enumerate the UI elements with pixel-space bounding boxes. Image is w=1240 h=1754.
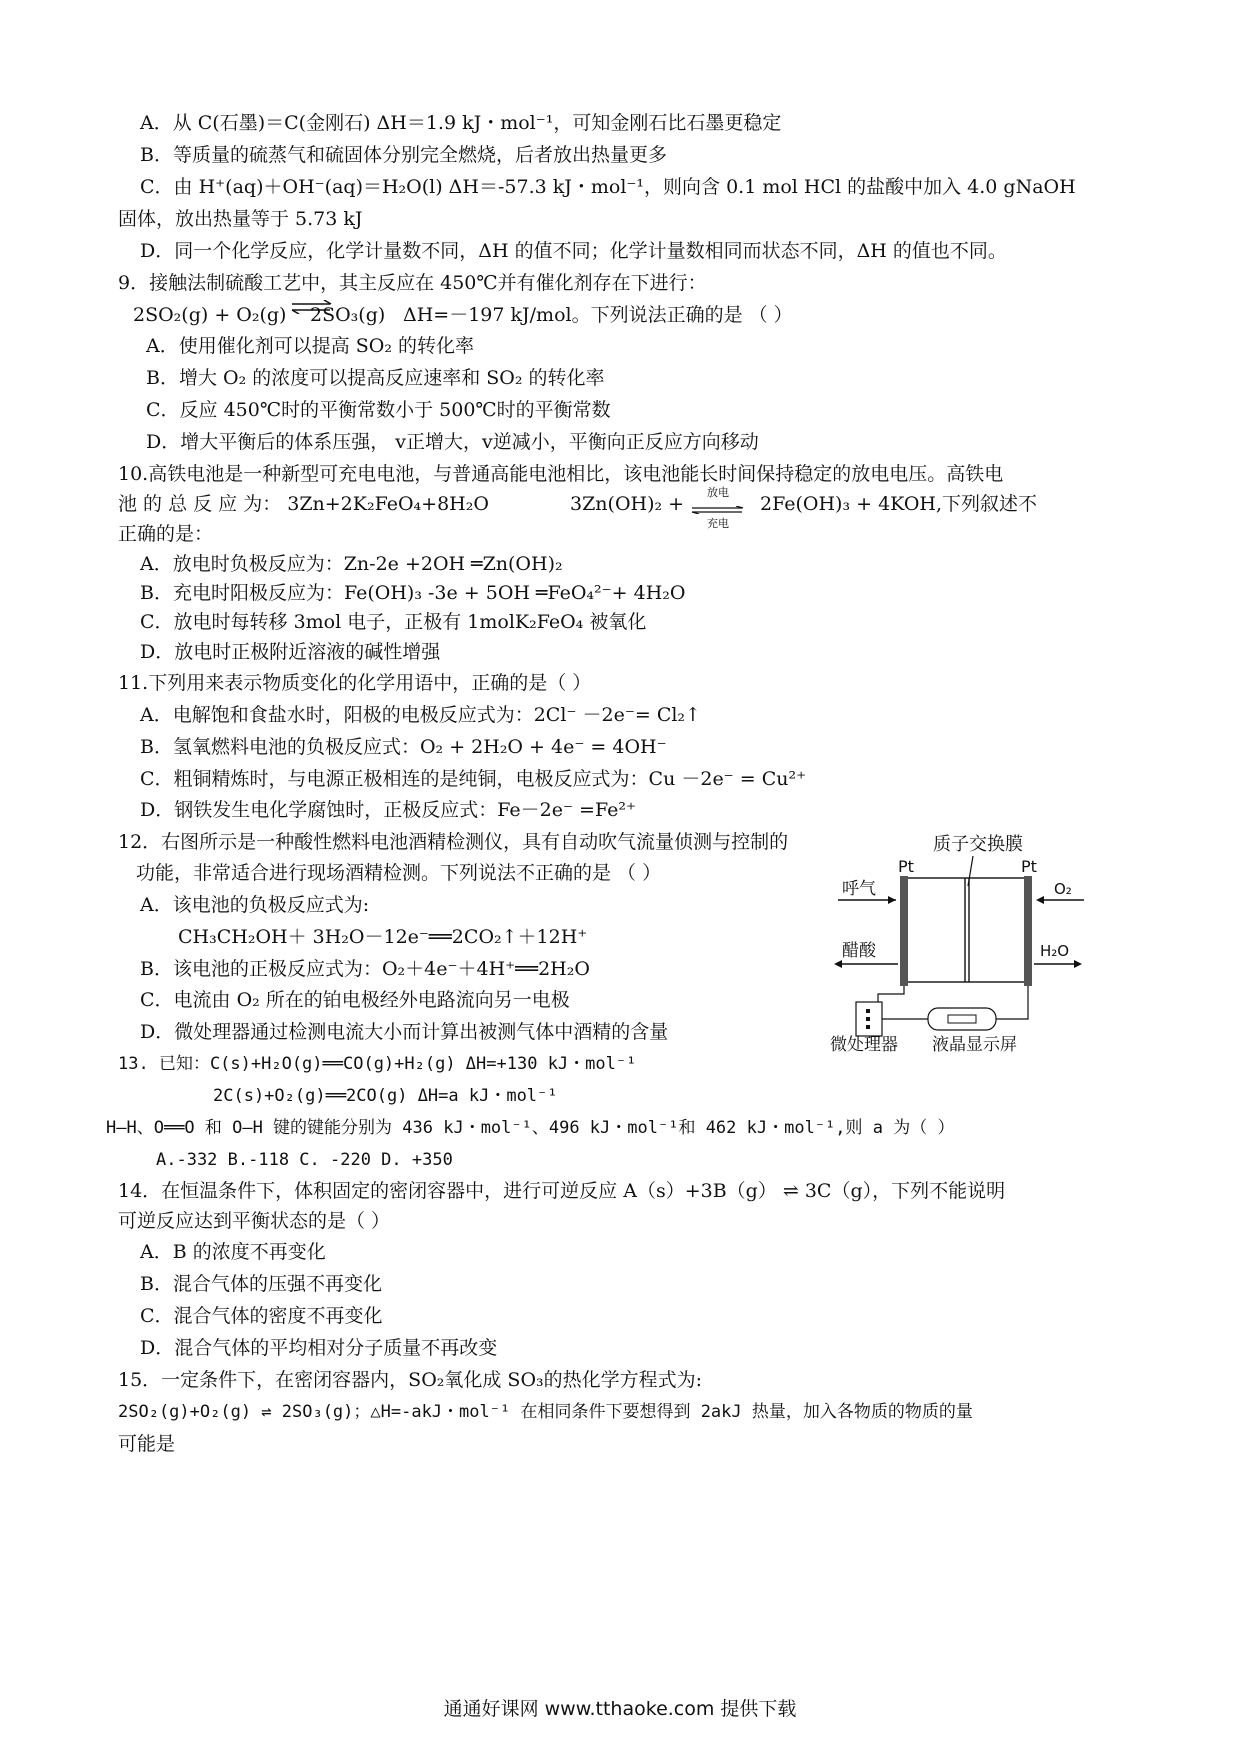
wire-left xyxy=(878,986,904,1002)
q8-option-a: A．从 C(石墨)＝C(金刚石) ΔH＝1.9 kJ・mol⁻¹，可知金刚石比石墨更稳定 xyxy=(140,112,782,134)
q12-option-d: D．微处理器通过检测电流大小而计算出被测气体中酒精的含量 xyxy=(140,1021,669,1043)
q13-line3: H—H、O══O 和 O—H 键的键能分别为 436 kJ・mol⁻¹、496 kJ・mol⁻¹和 462 kJ・mol⁻¹,则 a 为（ ） xyxy=(106,1118,955,1138)
label-acetic-acid: 醋酸 xyxy=(842,941,876,961)
arrow-label-charge: 充电 xyxy=(707,517,729,530)
q13-options: A.-332 B.-118 C. -220 D. +350 xyxy=(156,1150,453,1170)
q9-eq-right: 2SO₃(g) xyxy=(310,304,386,326)
q10-stem-line3: 正确的是： xyxy=(118,523,214,545)
q15-line3: 可能是 xyxy=(118,1433,176,1455)
processor-pin-1 xyxy=(866,1009,870,1013)
q12-option-b: B．该电池的正极反应式为：O₂＋4e⁻＋4H⁺══2H₂O xyxy=(140,958,590,980)
q9-option-d: D．增大平衡后的体系压强， v正增大，v逆减小，平衡向正反应方向移动 xyxy=(146,431,759,453)
q14-option-d: D．混合气体的平均相对分子质量不再改变 xyxy=(140,1337,498,1359)
q11-stem: 11.下列用来表示物质变化的化学用语中，正确的是（ ） xyxy=(118,672,592,694)
double-arrow-icon xyxy=(690,506,746,514)
q12-stem-line1: 12．右图所示是一种酸性燃料电池酒精检测仪，具有自动吹气流量侦测与控制的 xyxy=(118,831,789,853)
cell-body xyxy=(904,878,1028,982)
processor-pin-3 xyxy=(866,1025,870,1029)
q15-line2: 2SO₂(g)+O₂(g) ⇌ 2SO₃(g)；△H=-akJ・mol⁻¹ 在相同条件下要想得到 2akJ 热量，加入各物质的物质的量 xyxy=(118,1402,973,1422)
q13-line1: 13. 已知：C(s)+H₂O(g)══CO(g)+H₂(g) ΔH=+130 kJ・mol⁻¹ xyxy=(118,1054,637,1074)
label-h2o: H₂O xyxy=(1040,942,1070,960)
q12-option-a: A．该电池的负极反应式为: xyxy=(140,894,370,916)
q10-stem-line1: 10.高铁电池是一种新型可充电电池，与普通高能电池相比，该电池能长时间保持稳定的放电电压。高铁电 xyxy=(118,463,1004,485)
q10-option-d: D．放电时正极附近溶液的碱性增强 xyxy=(140,641,441,663)
processor-pin-2 xyxy=(866,1017,870,1021)
lcd-display-window xyxy=(948,1015,976,1023)
q8-option-c-line1: C．由 H⁺(aq)＋OH⁻(aq)＝H₂O(l) ΔH＝-57.3 kJ・mol⁻¹，则向含 0.1 mol HCl 的盐酸中加入 4.0 gNaOH xyxy=(140,176,1076,198)
q10-option-a: A．放电时负极反应为：Zn-2e +2OH ═Zn(OH)₂ xyxy=(140,553,563,575)
q12-option-a-equation: CH₃CH₂OH＋ 3H₂O－12e⁻══2CO₂↑＋12H⁺ xyxy=(178,926,588,948)
q11-option-c: C．粗铜精炼时，与电源正极相连的是纯铜，电极反应式为：Cu －2e⁻ = Cu²⁺ xyxy=(140,768,807,790)
q8-option-d: D．同一个化学反应，化学计量数不同，ΔH 的值不同；化学计量数相同而状态不同，ΔH 的值也不同。 xyxy=(140,240,1007,262)
q9-option-b: B．增大 O₂ 的浓度可以提高反应速率和 SO₂ 的转化率 xyxy=(146,367,605,389)
q15-stem: 15．一定条件下，在密闭容器内，SO₂氧化成 SO₃的热化学方程式为: xyxy=(118,1369,703,1391)
arrow-label-discharge: 放电 xyxy=(707,486,729,499)
label-pt-left: Pt xyxy=(898,857,914,876)
label-membrane: 质子交换膜 xyxy=(933,834,1023,855)
wire-right xyxy=(996,986,1028,1019)
fuel-cell-diagram xyxy=(828,826,1088,1058)
right-electrode xyxy=(1024,876,1032,986)
label-o2: O₂ xyxy=(1054,880,1072,898)
acetic-arrow-head xyxy=(834,960,842,968)
q12-stem-line2: 功能，非常适合进行现场酒精检测。下列说法不正确的是 （ ） xyxy=(136,862,662,884)
q14-stem-line1: 14．在恒温条件下，体积固定的密闭容器中，进行可逆反应 A（s）+3B（g） ⇌ 3C（g），下列不能说明 xyxy=(118,1180,1006,1202)
q14-option-c: C．混合气体的密度不再变化 xyxy=(140,1305,383,1327)
q10-option-b: B．充电时阳极反应为：Fe(OH)₃ -3e + 5OH ═FeO₄²⁻+ 4H₂O xyxy=(140,582,686,604)
q12-option-c: C．电流由 O₂ 所在的铂电极经外电路流向另一电极 xyxy=(140,989,570,1011)
q9-option-a: A．使用催化剂可以提高 SO₂ 的转化率 xyxy=(146,335,475,357)
q9-eq-left: 2SO₂(g) + O₂(g) xyxy=(133,304,287,326)
q9-eq-tail: ΔH=－197 kJ/mol。下列说法正确的是 （ ） xyxy=(403,304,793,326)
o2-arrow-head xyxy=(1036,896,1044,904)
q9-option-c: C．反应 450℃时的平衡常数小于 500℃时的平衡常数 xyxy=(146,399,611,421)
label-breath: 呼气 xyxy=(842,879,876,899)
q10-stem-line2a: 池 的 总 反 应 为： 3Zn+2K₂FeO₄+8H₂O xyxy=(118,493,489,515)
label-pt-right: Pt xyxy=(1021,857,1037,876)
q11-option-d: D．钢铁发生电化学腐蚀时，正极反应式：Fe－2e⁻ =Fe²⁺ xyxy=(140,799,636,821)
q13-line2: 2C(s)+O₂(g)══2CO(g) ΔH=a kJ・mol⁻¹ xyxy=(213,1086,558,1106)
lcd-screen xyxy=(928,1008,996,1030)
q11-option-a: A．电解饱和食盐水时，阳极的电极反应式为：2Cl⁻ －2e⁻= Cl₂↑ xyxy=(140,704,701,726)
q9-stem: 9．接触法制硫酸工艺中，其主反应在 450℃并有催化剂存在下进行： xyxy=(118,272,707,294)
label-lcd: 液晶显示屏 xyxy=(932,1035,1017,1055)
breath-arrow-head xyxy=(888,896,896,904)
q14-option-a: A．B 的浓度不再变化 xyxy=(140,1241,326,1263)
q8-option-b: B．等质量的硫蒸气和硫固体分别完全燃烧，后者放出热量更多 xyxy=(140,144,667,166)
page-footer: 通通好课网 www.tthaoke.com 提供下载 xyxy=(443,1698,797,1720)
left-electrode xyxy=(900,876,908,986)
q10-option-c: C．放电时每转移 3mol 电子，正极有 1molK₂FeO₄ 被氧化 xyxy=(140,611,647,633)
q8-option-c-line2: 固体，放出热量等于 5.73 kJ xyxy=(118,208,363,230)
label-processor: 微处理器 xyxy=(830,1035,898,1055)
q14-stem-line2: 可逆反应达到平衡状态的是（ ） xyxy=(118,1210,391,1232)
q10-stem-line2c: 2Fe(OH)₃ + 4KOH,下列叙述不 xyxy=(760,493,1038,515)
q10-stem-line2b: 3Zn(OH)₂ + xyxy=(570,493,685,515)
h2o-arrow-head xyxy=(1074,960,1082,968)
charge-discharge-arrow xyxy=(690,487,746,530)
q11-option-b: B．氢氧燃料电池的负极反应式：O₂ + 2H₂O + 4e⁻ = 4OH⁻ xyxy=(140,736,667,758)
q14-option-b: B．混合气体的压强不再变化 xyxy=(140,1273,382,1295)
